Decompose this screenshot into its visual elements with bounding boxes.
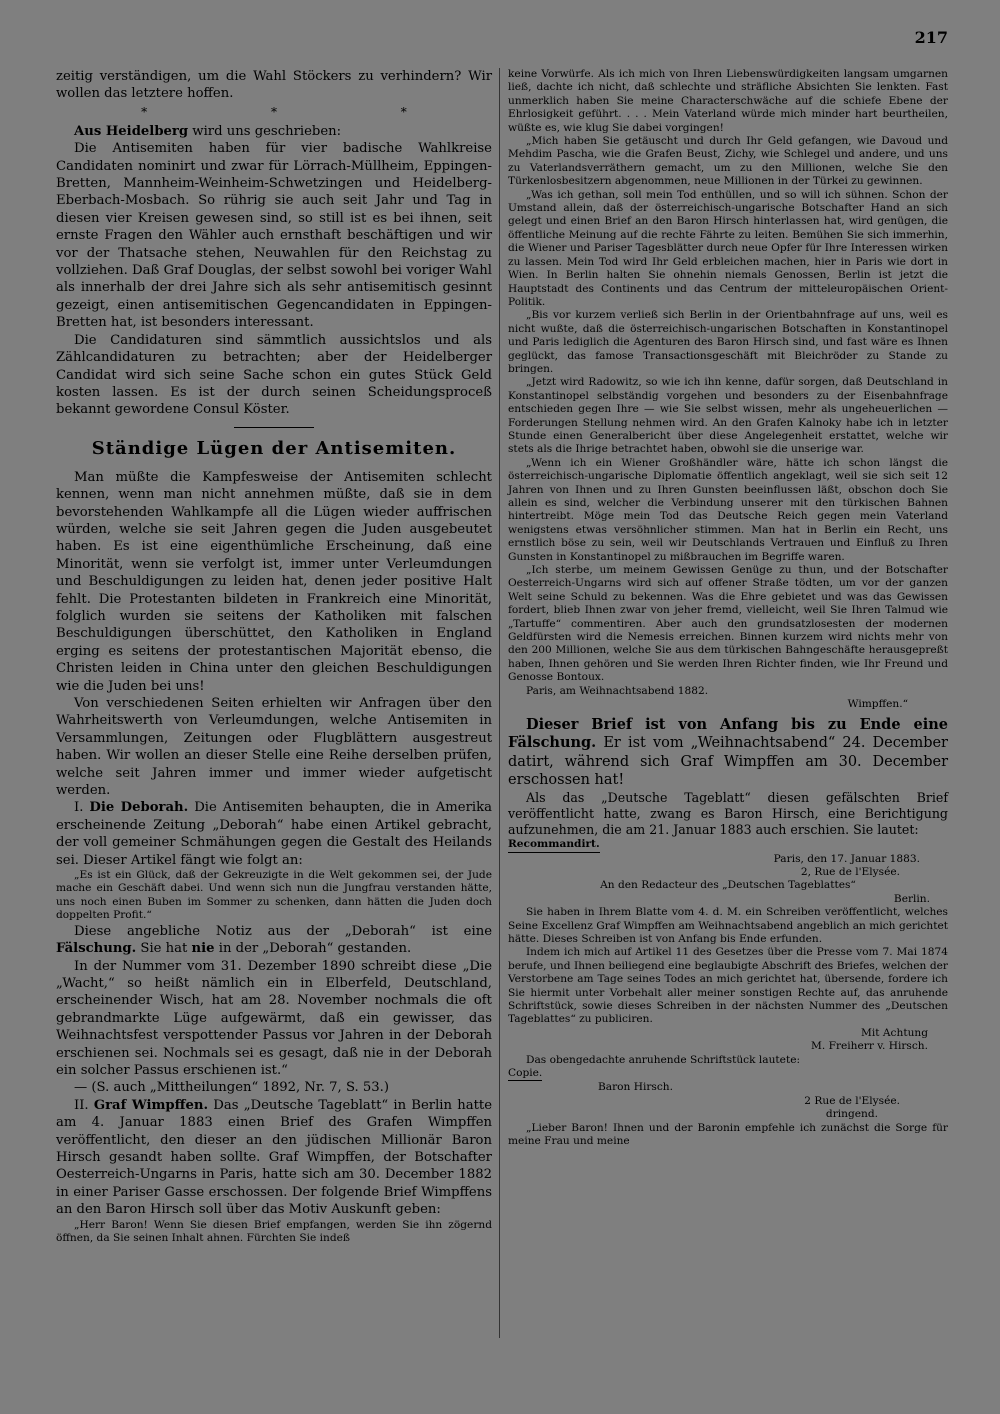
letter-paragraph-6: „Wenn ich ein Wiener Großhändler wäre, hätte ich schon längst die österreichisch-ungarische Diplomatie öffentlich angeklagt, weil sie sich seit 12 Jahren von Ihnen und zu Ihren Gunsten beeinflussen läßt, obschon doch Sie allein es sind, welcher die Verbindung unserer mit den türkischen Bahnen hintertreibt. Möge mein Tod das Deutsche Reich gegen mein Vaterland wenigstens etwas versöhnlicher stimmen. Man hat in Berlin ein Recht, uns ernstlich böse zu sein, weil wir Deutschlands Vertrauen und Einfluß zu Ihren Gunsten in Konstantinopel zu mißbrauchen im Begriffe waren. — [508, 456, 948, 563]
quote-deborah: „Es ist ein Glück, daß der Gekreuzigte in die Welt gekommen sei, der Jude mache ein Geschäft dabei. Und wenn sich nun die Jungfrau verstanden hätte, uns noch einen Buben im Sommer zu schenken, dann hätten die Juden doch doppelten Profit.“ — [56, 869, 492, 922]
copy-letter-start: „Lieber Baron! Ihnen und der Baronin empfehle ich zunächst die Sorge für meine Frau und meine — [508, 1121, 948, 1148]
letter-paragraph-2: „Mich haben Sie getäuscht und durch Ihr Geld gefangen, wie Davoud und Mehdim Pascha, wie die Grafen Beust, Zichy, wie Schlegel und andere, und uns zu Vaterlandsverräthern gemacht, um zu den Millionen, welche Sie den Türkenlosbesitzern abgenommen, neue Millionen in der Türkei zu gewinnen. — [508, 135, 948, 188]
left-column — [56, 68, 492, 1245]
paragraph-intro: Man müßte die Kampfesweise der Antisemiten schlecht kennen, wenn man nicht annehmen müßte, daß sie in dem bevorstehenden Wahlkampfe all die Lügen wieder auffrischen würden, welche sie seit Jahren gegen die Juden ausgebeutet haben. Es ist eine eigenthümliche Erscheinung, daß eine Minorität, wenn sie verfolgt ist, immer unter Verleumdungen und Beschuldigungen zu leiden hat, denen jeder positive Halt fehlt. Die Protestanten bildeten in Frankreich eine Minorität, folglich wurden sie seitens der Katholiken mit falschen Beschuldigungen überschüttet, den Katholiken in England erging es seitens der protestantischen Majorität ebenso, die Christen leiden in China unter den gleichen Beschuldigungen wie die Juden bei uns! — [56, 469, 492, 694]
forgery-word: Fälschung. — [56, 941, 137, 957]
registered-label: Recommandirt. — [508, 838, 600, 852]
quote-letter-start: „Herr Baron! Wenn Sie diesen Brief empfangen, werden Sie ihn zögernd öffnen, da Sie seinen Inhalt ahnen. Fürchten Sie indeß — [56, 1218, 492, 1244]
forgery-text-2: Sie hat — [136, 941, 192, 957]
copy-label-line — [508, 1067, 948, 1081]
deborah-number: I. — [74, 800, 90, 816]
letter-paragraph-4: „Bis vor kurzem verließ sich Berlin in der Orientbahnfrage auf uns, weil es nicht wußte, daß die österreichisch-ungarischen Botschaften in Konstantinopel und Paris lediglich die Agenturen des Baron Hirsch sind, und fast wäre es Ihnen geglückt, das famose Transactionsgeschäft mit Bleichröder zu Stande zu bringen. — [508, 309, 948, 375]
reply-paragraph-2: Indem ich mich auf Artikel 11 des Gesetzes über die Presse vom 7. Mai 1874 berufe, und Ihnen beiliegend eine beglaubigte Abschrift des Briefes, welchen der Verstorbene am Tage seines Todes an mich gerichtet hat, übersende, fordere ich Sie hiermit unter Vorbehalt aller meiner sonstigen Rechte auf, das anruhende Schriftstück, sowie dieses Schreiben in der nächsten Nummer des „Deutschen Tageblattes“ zu publiciren. — [508, 946, 948, 1026]
copy-address: 2 Rue de l'Elysée. — [804, 1094, 900, 1107]
wimpffen-text: Das „Deutsche Tageblatt“ in Berlin hatte am 4. Januar 1883 einen Brief des Grafen Wimpffen veröffentlicht, den dieser an den jüdischen Millionär Baron Hirsch gesandt haben sollte. Graf Wimpffen, der Botschafter Oesterreich-Ungarns in Paris, hatte sich am 30. December 1882 in einer Pariser Gasse erschossen. Der folgende Brief Wimpffens an den Baron Hirsch soll über das Motiv Auskunft geben: — [56, 1097, 492, 1218]
forgery-text-3: in der „Deborah“ gestanden. — [214, 941, 412, 957]
paragraph-election: zeitig verständigen, um die Wahl Stöckers zu verhindern? Wir wollen das letztere hoffen. — [56, 69, 492, 102]
copy-label: Copie. — [508, 1067, 542, 1081]
letter-signature: Wimpffen.“ — [847, 698, 908, 711]
letter-continuation: keine Vorwürfe. Als ich mich von Ihren Liebenswürdigkeiten langsam umgarnen ließ, dachte ich nicht, daß schlechte und sträfliche Absichten Sie lenkten. Fast unmerklich haben Sie meine Characterschwäche auf die schiefe Ebene der Ehrlosigkeit geführt. . . . Mein Vaterland würde mich minder hart beurtheilen, wüßte es, wie klug Sie dabei vorgingen! — [508, 68, 948, 134]
wimpffen-title: Graf Wimpffen. — [93, 1097, 209, 1113]
forgery-never: nie — [191, 941, 215, 957]
forgery-claim-bold: Dieser Brief ist von Anfang bis zu Ende eine Fälschung. — [508, 715, 948, 751]
heidelberg-rest: wird uns geschrieben: — [188, 123, 342, 139]
copy-urgent: dringend. — [825, 1108, 878, 1121]
section-separator-stars: * * * — [141, 104, 467, 119]
paragraph-deborah-quote: In der Nummer vom 31. Dezember 1890 schreibt diese „Die „Wacht,“ so heißt nämlich ein in Elberfeld, Deutschland, erscheinender Wisch, hat am 28. November nochmals die oft gebrandmarkte Lüge aufgewärmt, daß ein gewisser, das Weihnachtsfest verspottender Passus vor Jahren in der Deborah erschienen sei. Nochmals sei es gesagt, daß nie in der Deborah ein solcher Passus erschienen ist.“ — [56, 958, 492, 1078]
paragraph-deborah — [56, 799, 492, 869]
wimpffen-number: II. — [74, 1097, 94, 1113]
paragraph-inquiries: Von verschiedenen Seiten erhielten wir Anfragen über den Wahrheitswerth von Verleumdungen, welche Antisemiten in Versammlungen, Zeitungen oder Flugblättern ausgestreut haben. Wir wollen an dieser Stelle eine Reihe derselben prüfen, welche seit Jahren immer und immer wieder aufgetischt werden. — [56, 696, 492, 799]
column-divider — [499, 68, 500, 1338]
reply-address: 2, Rue de l'Elysée. — [800, 865, 900, 878]
registered-line — [508, 838, 948, 852]
paragraph-correction: Als das „Deutsche Tageblatt“ diesen gefälschten Brief veröffentlicht hatte, zwang es Baron Hirsch, eine Berichtigung aufzunehmen, die am 21. Januar 1883 auch erschien. Sie lautet: — [508, 789, 948, 837]
letter-paragraph-5: „Jetzt wird Radowitz, so wie ich ihn kenne, dafür sorgen, daß Deutschland in Konstantinopel selbständig vorgehen und besonders zu der Eisenbahnfrage entschieden gegen Ihre — wie Sie selbst wissen, mehr als ungeheuerlichen — Forderungen Stellung nehmen wird. An den Grafen Kalnoky habe ich in letzter Stunde einen Generalbericht über diese Angelegenheit erstattet, welche wir stets als die Ihrige betrachtet haben, obwohl sie die unserige war. — [508, 376, 948, 456]
heidelberg-lead: Aus Heidelberg — [74, 123, 189, 139]
reply-date: Paris, den 17. Januar 1883. — [773, 852, 920, 865]
page-number: 217 — [914, 28, 948, 47]
reply-closing: Mit Achtung — [861, 1026, 928, 1039]
article-heading: Ständige Lügen der Antisemiten. — [91, 437, 457, 459]
copy-addressee: Baron Hirsch. — [598, 1081, 673, 1094]
letter-date: Paris, am Weihnachtsabend 1882. — [526, 684, 709, 697]
deborah-title: Die Deborah. — [89, 800, 189, 816]
deborah-text: Die Antisemiten behaupten, die in Amerika erscheinende Zeitung „Deborah“ habe einen Artikel gebracht, der voll gemeiner Schmähungen gegen die Gestalt des Heilands sei. Dieser Artikel fängt wie folgt an: — [56, 800, 492, 868]
letter-paragraph-7: „Ich sterbe, um meinem Gewissen Genüge zu thun, und der Botschafter Oesterreich-Ungarns wird sich auf offener Straße tödten, um vor der ganzen Welt seine Schuld zu bekennen. Was die Ehre gebietet und was das Gewissen fordert, blieb Ihnen zwar von jeher fremd, vielleicht, weil Sie Ihren Talmud wie „Tartuffe“ commentiren. Aber auch den grundsatzlosesten der modernen Geldfürsten wird die Nemesis erreichen. Binnen kurzem wird nichts mehr von den 200 Millionen, welche Sie aus dem türkischen Bahngeschäfte herausgepreßt haben, Ihnen gehören und Sie werden Ihren Richter finden, wie Ihr Freund und Genosse Bontoux. — [508, 564, 948, 684]
section-divider — [234, 427, 314, 428]
forgery-claim-text: Er ist vom „Weihnachtsabend“ 24. December datirt, während sich Graf Wimpffen am 30. December erschossen hat! — [508, 735, 948, 788]
right-column — [508, 68, 948, 1148]
reply-signature: M. Freiherr v. Hirsch. — [811, 1040, 928, 1053]
paragraph-wimpffen — [56, 1097, 492, 1219]
copy-intro: Das obengedachte anruhende Schriftstück lautete: — [526, 1053, 801, 1066]
forgery-text-1: Diese angebliche Notiz aus der „Deborah“ ist eine — [74, 923, 492, 939]
letter-paragraph-3: „Was ich gethan, soll mein Tod enthüllen, und so will ich sühnen. Schon der Umstand allein, daß der österreichisch-ungarische Botschafter Hand an sich gelegt und einen Brief an den Baron Hirsch hinterlassen hat, wird genügen, die öffentliche Meinung auf die rechte Fährte zu leiten. Bemühen Sie sich immerhin, die Wiener und Pariser Tagesblätter durch neue Opfer für Ihre Interessen wirken zu lassen. Mein Tod wird Ihr Geld erbleichen machen, hier in Paris wie dort in Wien. In Berlin halten Sie ohnehin niemals Genossen, Berlin ist jetzt die Hauptstadt des Continents und das Centrum der mitteleuropäischen Orient-Politik. — [508, 188, 948, 308]
paragraph-candidatures: Die Candidaturen sind sämmtlich aussichtslos und als Zählcandidaturen zu betrachten; aber der Heidelberger Candidat wird sich seine Sache schon ein gutes Stück Geld kosten lassen. Es ist der durch seinen Scheidungsproceß bekannt gewordene Consul Köster. — [56, 332, 492, 418]
paragraph-heidelberg-intro — [56, 123, 492, 140]
paragraph-forgery-claim — [508, 716, 948, 790]
reference-mittheilungen: — (S. auch „Mittheilungen“ 1892, Nr. 7, S. 53.) — [74, 1080, 390, 1096]
paragraph-candidates: Die Antisemiten haben für vier badische Wahlkreise Candidaten nominirt und zwar für Lörrach-Müllheim, Eppingen-Bretten, Mannheim-Weinheim-Schwetzingen und Heidelberg-Eberbach-Mosbach. So rührig sie auch seit Jahr und Tag in diesen vier Kreisen gewesen sind, so still ist es bei ihnen, seit ernste Fragen den Wähler auch ernsthaft beschäftigen und wir vor der Thatsache stehen, Neuwahlen für den Reichstag zu vollziehen. Daß Graf Douglas, der selbst sowohl bei voriger Wahl als innerhalb der drei Jahre sich als sehr antisemitisch gesinnt gezeigt, einen antisemitischen Gegencandidaten in Eppingen-Bretten hat, ist besonders interessant. — [56, 141, 492, 331]
reply-city: Berlin. — [893, 892, 930, 905]
reply-addressee: An den Redacteur des „Deutschen Tageblattes“ — [600, 879, 856, 892]
reply-paragraph-1: Sie haben in Ihrem Blatte vom 4. d. M. ein Schreiben veröffentlicht, welches Seine Excellenz Graf Wimpffen am Weihnachtsabend angeblich an mich gerichtet hätte. Dieses Schreiben ist von Anfang bis Ende erfunden. — [508, 906, 948, 945]
paragraph-forgery — [56, 923, 492, 958]
